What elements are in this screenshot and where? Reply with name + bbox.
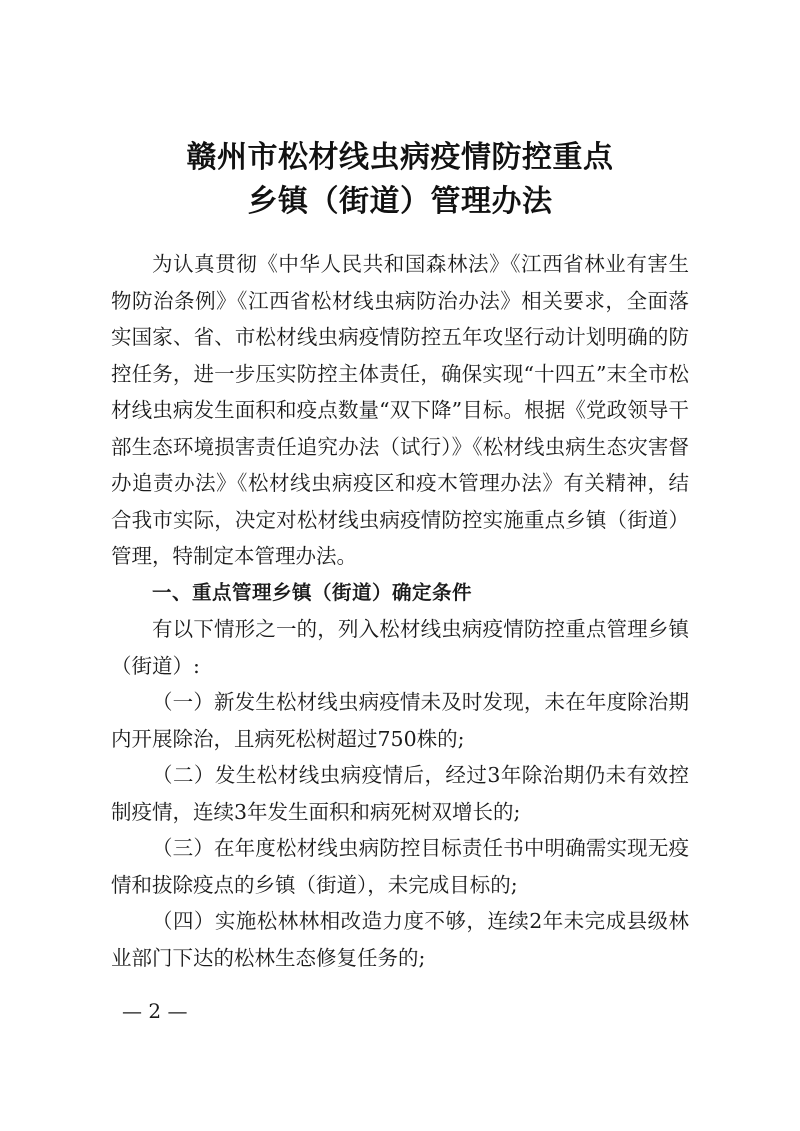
section-lead-paragraph: 有以下情形之一的，列入松材线虫病疫情防控重点管理乡镇（街道）: — [111, 617, 689, 678]
list-item: （三）在年度松材线虫病防控目标责任书中明确需实现无疫情和拔除疫点的乡镇（街道），未完成目标的; — [111, 836, 689, 897]
intro-paragraph: 为认真贯彻《中华人民共和国森林法》《江西省林业有害生物防治条例》《江西省松材线虫病防治办法》相关要求，全面落实国家、省、市松材线虫病疫情防控五年攻坚行动计划明确的防控任务，进一步压实防控主体责任，确保实现“十四五”末全市松材线虫病发生面积和疫点数量“双下降”目标。根据《党政领导干部生态环境损害责任追究办法（试行）》《松材线虫病生态灾害督办追责办法》《松材线虫病疫区和疫木管理办法》有关精神，结合我市实际，决定对松材线虫病疫情防控实施重点乡镇（街道）管理，特制定本管理办法。 — [111, 252, 689, 568]
list-item: （二）发生松材线虫病疫情后，经过3年除治期仍未有效控制疫情，连续3年发生面积和病死树双增长的; — [111, 763, 689, 824]
document-title-line2: 乡镇（街道）管理办法 — [247, 184, 553, 219]
list-item: （四）实施松林林相改造力度不够，连续2年未完成县级林业部门下达的松林生态修复任务的; — [111, 909, 689, 970]
page-number: — 2 — — [122, 999, 188, 1023]
document-title-line1: 赣州市松材线虫病疫情防控重点 — [186, 140, 614, 175]
document-body — [111, 246, 689, 976]
list-item: （一）新发生松材线虫病疫情未及时发现，未在年度除治期内开展除治，且病死松树超过750株的; — [111, 690, 689, 751]
section-heading: 一、重点管理乡镇（街道）确定条件 — [152, 580, 473, 604]
